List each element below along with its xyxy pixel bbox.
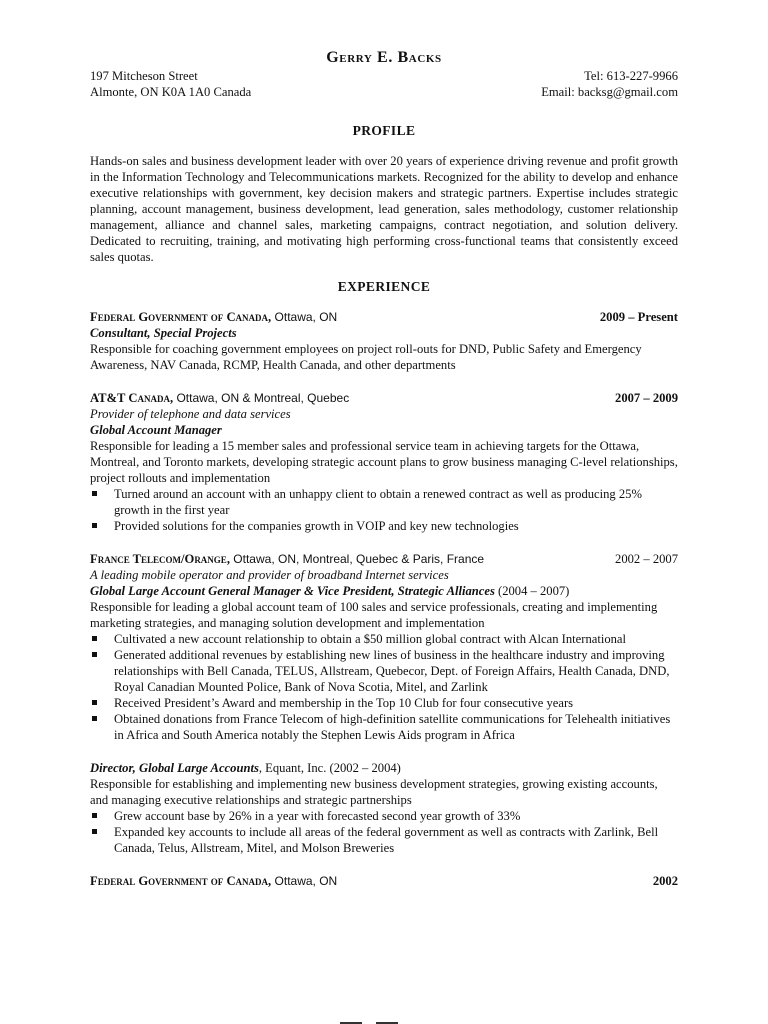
job-header	[90, 551, 678, 567]
job-role: Consultant, Special Projects	[90, 326, 237, 340]
achievement-item: Expanded key accounts to include all areas of the federal government as well as contracts with Zarlink, Bell Canada, Telus, Allstream, Mitel, and Molson Breweries	[90, 824, 678, 856]
organization: Federal Government of Canada,	[90, 874, 272, 888]
job-role: Global Large Account General Manager & Vice President, Strategic Alliances	[90, 584, 495, 598]
phone: Tel: 613-227-9966	[584, 69, 678, 83]
job-france-telecom	[90, 551, 678, 856]
address-line-2: Almonte, ON K0A 1A0 Canada	[90, 85, 252, 99]
email: Email: backsg@gmail.com	[541, 85, 678, 99]
company-tagline: A leading mobile operator and provider of broadband Internet services	[90, 568, 449, 582]
location: Ottawa, ON	[271, 310, 338, 324]
achievement-item: Received President’s Award and membership in the Top 10 Club for four consecutive years	[90, 695, 678, 711]
achievement-item: Generated additional revenues by establishing new lines of business in the healthcare industry and improving relationships with Bell Canada, TELUS, Allstream, Quebecor, Dept. of Foreign Affairs, Health Canada, DND, Royal Canadian Mounted Police, Bank of Nova Scotia, Mitel, and Zarlink	[90, 647, 678, 695]
job-role: Global Account Manager	[90, 423, 222, 437]
address-line-1: 197 Mitcheson Street	[90, 69, 198, 83]
role-dates: (2004 – 2007)	[494, 584, 570, 598]
achievement-item: Grew account base by 26% in a year with forecasted second year growth of 33%	[90, 808, 678, 824]
job-dates: 2007 – 2009	[615, 391, 678, 405]
achievement-list	[90, 486, 678, 534]
organization: France Telecom/Orange,	[90, 552, 230, 566]
achievement-item: Obtained donations from France Telecom of high-definition satellite communications for Telehealth initiatives in Africa and South America notably the Stephen Lewis Aids program in Africa	[90, 711, 678, 743]
contact-row-2	[90, 84, 678, 100]
job-role: Director, Global Large Accounts	[90, 761, 259, 775]
experience-heading: EXPERIENCE	[337, 279, 431, 294]
role-company-dates: , Equant, Inc. (2002 – 2004)	[258, 761, 401, 775]
job-description: Responsible for establishing and implementing new business development strategies, growing existing accounts, and managing executive relationships and strategic partnerships	[90, 777, 658, 807]
location: Ottawa, ON & Montreal, Quebec	[173, 391, 350, 405]
job-federal-government-2009	[90, 309, 678, 373]
location: Ottawa, ON, Montreal, Quebec & Paris, France	[229, 552, 485, 566]
job-federal-government-2002	[90, 873, 678, 889]
next-page-fragment	[340, 1012, 430, 1024]
job-description: Responsible for coaching government employees on project roll-outs for DND, Public Safety and Emergency Awareness, NAV Canada, RCMP, Health Canada, and other departments	[90, 342, 642, 372]
job-header	[90, 873, 678, 889]
organization: AT&T Canada,	[90, 391, 174, 405]
job-header	[90, 390, 678, 406]
achievement-item: Turned around an account with an unhappy client to obtain a renewed contract as well as producing 25% growth in the first year	[90, 486, 678, 518]
achievement-item: Cultivated a new account relationship to obtain a $50 million global contract with Alcan International	[90, 631, 678, 647]
job-att-canada	[90, 390, 678, 534]
company-tagline: Provider of telephone and data services	[90, 407, 291, 421]
profile-text: Hands-on sales and business development leader with over 20 years of experience driving revenue and profit growth in the Information Technology and Telecommunications markets. Recognized for the ability to develop and enhance executive relationships with government, key decision makers and strategic partners. Expertise includes strategic planning, account management, business development, lead generation, sales methodology, customer relationship management, alliance and channel sales, marketing campaigns, contract negotiation, and solution delivery. Dedicated to recruiting, training, and motivating high performing cross-functional teams that consistently exceed sales quotas.	[90, 154, 678, 264]
organization: Federal Government of Canada,	[90, 310, 272, 324]
contact-row-1	[90, 68, 678, 84]
resume-page	[90, 0, 678, 889]
achievement-list	[90, 631, 678, 743]
job-dates: 2009 – Present	[599, 310, 678, 324]
candidate-name: Gerry E. Backs	[326, 49, 442, 66]
profile-heading: PROFILE	[352, 123, 416, 138]
job-description: Responsible for leading a global account team of 100 sales and service professionals, creating and implementing marketing strategies, and managing solution development and implementation	[90, 600, 658, 630]
location: Ottawa, ON	[271, 874, 338, 888]
job-dates: 2002 – 2007	[615, 552, 678, 566]
job-header	[90, 309, 678, 325]
achievement-item: Provided solutions for the companies growth in VOIP and key new technologies	[90, 518, 678, 534]
job-description: Responsible for leading a 15 member sales and professional service team in achieving targets for the Ottawa, Montreal, and Toronto markets, developing strategic account plans to grow business managing C-level relationships, project rollouts and implementation	[90, 439, 678, 485]
achievement-list	[90, 808, 678, 856]
job-dates: 2002	[652, 874, 678, 888]
